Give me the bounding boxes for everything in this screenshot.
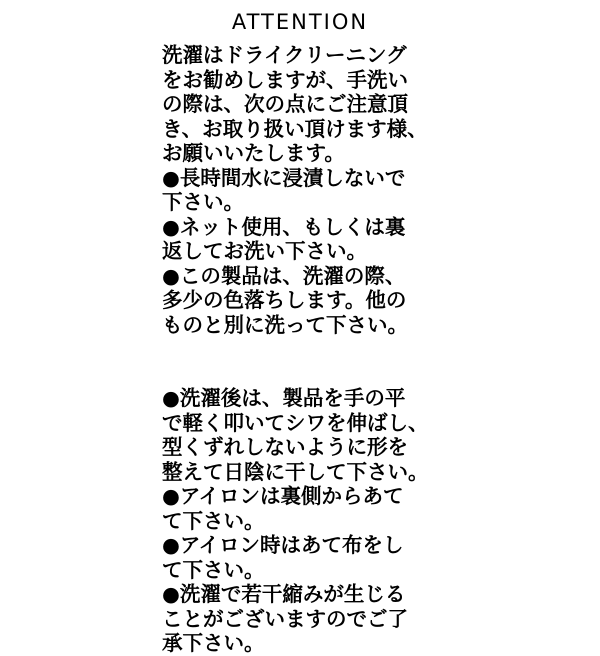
text-line: ものと別に洗って下さい。: [162, 312, 408, 337]
text-line: き、お取り扱い頂けます様、: [162, 116, 428, 141]
text-line: て下さい。: [162, 557, 265, 582]
text-line: をお勧めしますが、手洗い: [162, 67, 408, 92]
text-line: 整えて日陰に干して下さい。: [162, 459, 429, 484]
text-line: 承下さい。: [162, 631, 265, 655]
section-spacer: [162, 337, 452, 386]
bullet-line: ●洗濯で若干縮みが生じる: [162, 582, 406, 606]
bullet-line: ●洗濯後は、製品を手の平: [162, 386, 406, 410]
bullet-line: ●長時間水に浸漬しないで: [162, 165, 406, 190]
bullet-line: ●この製品は、洗濯の際、: [162, 263, 406, 288]
text-line: て下さい。: [162, 508, 265, 533]
text-line: 多少の色落ちします。他の: [162, 288, 407, 312]
care-instructions-text: [162, 43, 452, 656]
page-title: ATTENTION: [231, 10, 369, 34]
text-line: で軽く叩いてシワを伸ばし、: [162, 410, 429, 435]
bullet-line: ●アイロン時はあて布をし: [162, 533, 404, 557]
text-line: 返してお洗い下さい。: [162, 239, 367, 263]
text-line: 下さい。: [162, 190, 244, 214]
text-line: ことがございますのでご了: [162, 606, 408, 631]
bullet-line: ●ネット使用、もしくは裏: [162, 214, 406, 239]
text-line: お願いいたします。: [162, 141, 345, 165]
text-line: の際は、次の点にご注意頂: [162, 92, 408, 116]
text-line: 型くずれしないように形を: [162, 435, 408, 459]
bullet-line: ●アイロンは裏側からあて: [162, 484, 404, 508]
text-line: 洗濯はドライクリーニング: [162, 43, 407, 67]
